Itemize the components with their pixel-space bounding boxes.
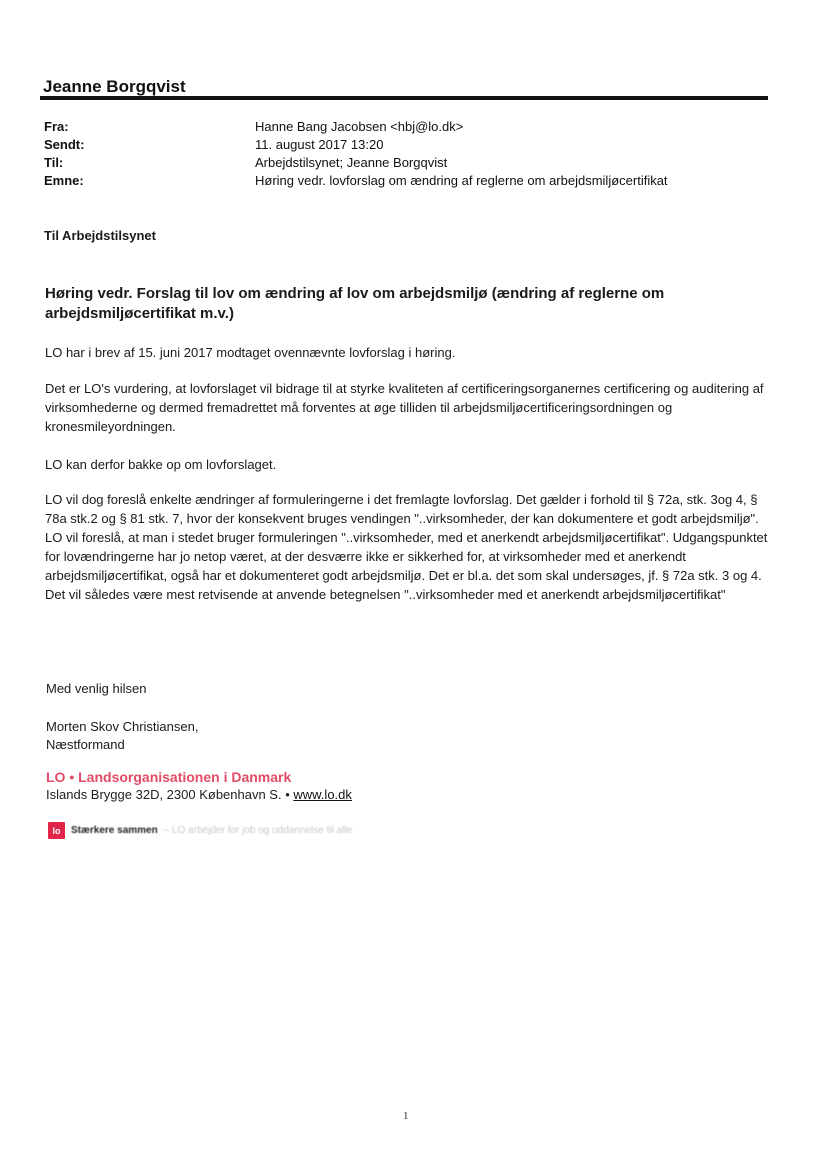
- paragraph: LO har i brev af 15. juni 2017 modtaget ovennævnte lovforslag i høring.: [45, 345, 456, 360]
- page-number: 1: [403, 1110, 409, 1122]
- recipient-line: Til Arbejdstilsynet: [44, 228, 156, 243]
- to-label: Til:: [44, 155, 64, 170]
- address-text: Islands Brygge 32D, 2300 København S. •: [46, 787, 294, 802]
- email-banner: [48, 822, 352, 839]
- subject-value: Høring vedr. lovforslag om ændring af reglerne om arbejdsmiljøcertifikat: [255, 173, 668, 188]
- signer-name: Morten Skov Christiansen,: [46, 719, 199, 734]
- organization-address: [46, 787, 352, 802]
- from-value: Hanne Bang Jacobsen <hbj@lo.dk>: [255, 119, 464, 134]
- from-label: Fra:: [44, 119, 69, 134]
- lo-logo-icon: lo: [48, 822, 65, 839]
- header-rule: [40, 96, 768, 100]
- signoff: Med venlig hilsen: [46, 681, 147, 696]
- sent-label: Sendt:: [44, 137, 85, 152]
- paragraph: LO vil dog foreslå enkelte ændringer af formuleringerne i det fremlagte lovforslag. Det gælder i forhold til § 72a, stk. 3og 4, § 78a stk.2 og § 81 stk. 7, hvor der konsekvent bruges vendingen "..virksomheder, der kan dokumentere et godt arbejdsmiljø". LO vil foreslå, at man i stedet bruger formuleringen "..virksomheder, med et anerkendt arbejdsmiljøcertifikat". Udgangspunktet for lovændringerne har jo netop været, at der desværre ikke er sikkerhed for, at virksomheder med et anerkendt arbejdsmiljøcertifikat, også har et dokumenteret godt arbejdsmiljø. Det er bl.a. det som skal undersøges, jf. § 72a stk. 3 og 4. Det vil således være mest retvisende at anvende betegnelsen "..virksomheder med et anerkendt arbejdsmiljøcertifikat": [45, 492, 768, 602]
- organization-name: LO • Landsorganisationen i Danmark: [46, 769, 292, 785]
- banner-tagline: – LO arbejder for job og uddannelse til alle: [163, 825, 353, 836]
- signer-title: Næstformand: [46, 737, 125, 752]
- sender-name: Jeanne Borgqvist: [43, 77, 186, 96]
- subject-label: Emne:: [44, 173, 84, 188]
- to-value: Arbejdstilsynet; Jeanne Borgqvist: [255, 155, 448, 170]
- sent-value: 11. august 2017 13:20: [255, 137, 384, 152]
- letter-subject-heading: Høring vedr. Forslag til lov om ændring af lov om arbejdsmiljø (ændring af reglerne om arbejdsmiljøcertifikat m.v.): [45, 285, 665, 322]
- banner-slogan: Stærkere sammen: [71, 825, 158, 836]
- paragraph: LO kan derfor bakke op om lovforslaget.: [45, 457, 277, 472]
- paragraph: Det er LO's vurdering, at lovforslaget vil bidrage til at styrke kvaliteten af certificeringsorganernes certificering og auditering af virksomhederne og dermed fremadrettet må forventes at øge tilliden til arbejdsmiljøcertificeringsordningen og kronesmileyordningen.: [45, 381, 764, 434]
- website-link[interactable]: www.lo.dk: [293, 787, 352, 802]
